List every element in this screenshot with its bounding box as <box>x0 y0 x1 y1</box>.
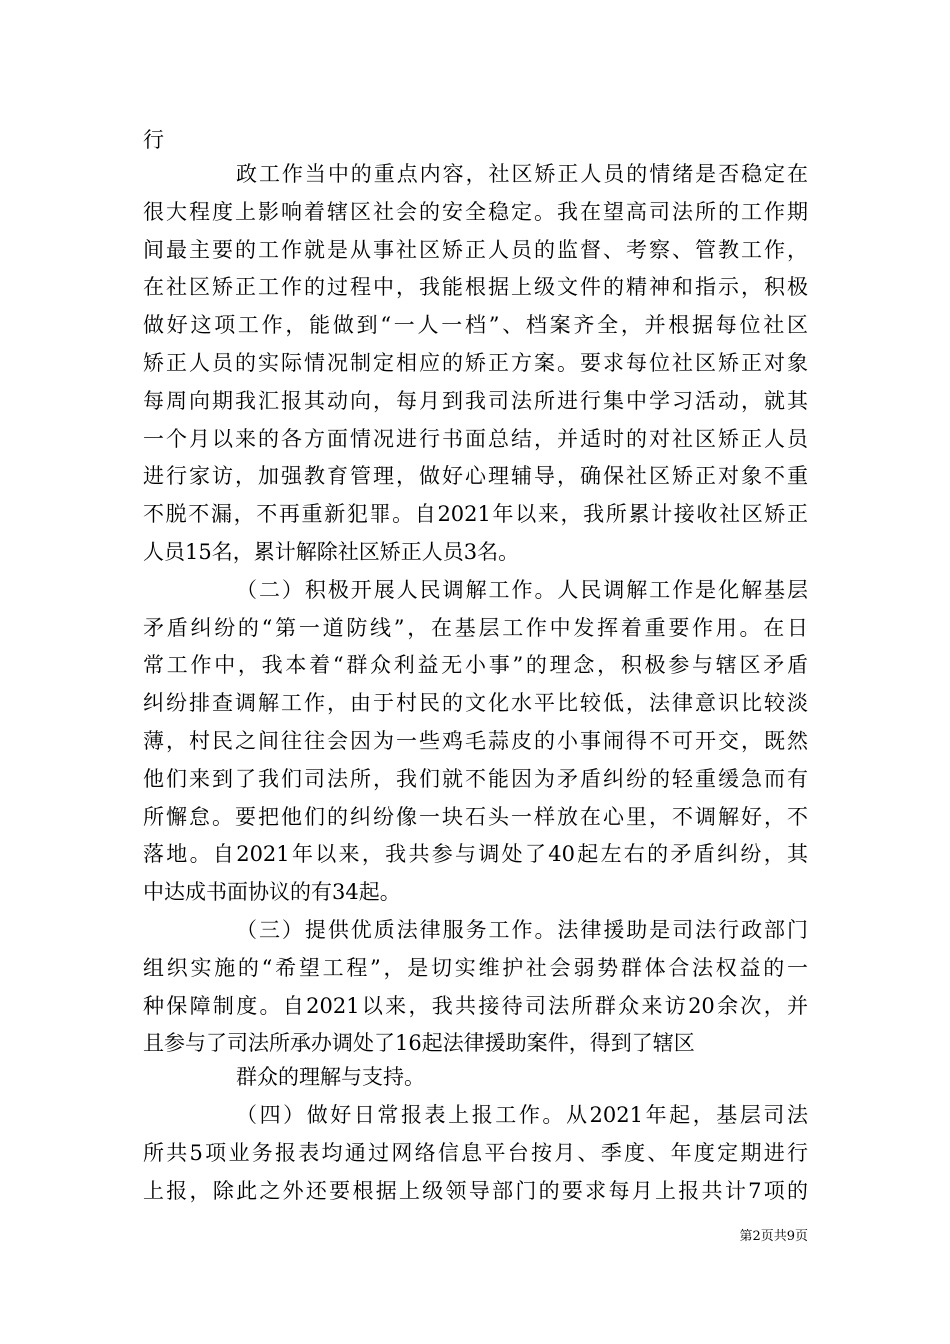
text-line: 进行家访，加强教育管理，做好心理辅导，确保社区矫正对象不重 <box>143 464 808 488</box>
section-heading-line: （四）做好日常报表上报工作。从2021年起，基层司法 <box>236 1103 808 1127</box>
text-line: 纠纷排查调解工作，由于村民的文化水平比较低，法律意识比较淡 <box>143 691 808 715</box>
text-line: 人员15名，累计解除社区矫正人员3名。 <box>143 540 520 564</box>
text-line: 矛盾纠纷的“第一道防线”，在基层工作中发挥着重要作用。在日 <box>143 616 808 640</box>
text-line: 行 <box>143 128 164 152</box>
text-line: 种保障制度。自2021以来，我共接待司法所群众来访20余次，并 <box>143 994 808 1018</box>
text-line: 矫正人员的实际情况制定相应的矫正方案。要求每位社区矫正对象 <box>143 351 808 375</box>
text-line: 做好这项工作，能做到“一人一档”、档案齐全，并根据每位社区 <box>143 313 808 337</box>
text-line: 且参与了司法所承办调处了16起法律援助案件，得到了辖区 <box>143 1031 695 1055</box>
text-line: 落地。自2021年以来，我共参与调处了40起左右的矛盾纠纷，其 <box>143 842 808 866</box>
page-number: 第2页共9页 <box>739 1229 808 1244</box>
text-line: 所懈怠。要把他们的纠纷像一块石头一样放在心里，不调解好，不 <box>143 805 808 829</box>
text-line: 在社区矫正工作的过程中，我能根据上级文件的精神和指示，积极 <box>143 275 808 299</box>
text-line: 每周向期我汇报其动向，每月到我司法所进行集中学习活动，就其 <box>143 389 808 413</box>
text-line: 政工作当中的重点内容，社区矫正人员的情绪是否稳定在 <box>236 162 808 186</box>
text-line: 中达成书面协议的有34起。 <box>143 880 401 904</box>
text-line: 薄，村民之间往往会因为一些鸡毛蒜皮的小事闹得不可开交，既然 <box>143 729 808 753</box>
text-line: 群众的理解与支持。 <box>236 1065 425 1089</box>
text-line: 不脱不漏，不再重新犯罪。自2021年以来，我所累计接收社区矫正 <box>143 502 808 526</box>
text-line: 常工作中，我本着“群众利益无小事”的理念，积极参与辖区矛盾 <box>143 653 808 677</box>
text-line: 很大程度上影响着辖区社会的安全稳定。我在望高司法所的工作期 <box>143 200 808 224</box>
section-heading-line: （三）提供优质法律服务工作。法律援助是司法行政部门 <box>236 918 808 942</box>
text-line: 组织实施的“希望工程”，是切实维护社会弱势群体合法权益的一 <box>143 956 808 980</box>
text-line: 一个月以来的各方面情况进行书面总结，并适时的对社区矫正人员 <box>143 427 808 451</box>
section-heading-line: （二）积极开展人民调解工作。人民调解工作是化解基层 <box>236 578 808 602</box>
text-line: 间最主要的工作就是从事社区矫正人员的监督、考察、管教工作， <box>143 238 808 262</box>
text-line: 他们来到了我们司法所，我们就不能因为矛盾纠纷的轻重缓急而有 <box>143 767 808 791</box>
text-line: 所共5项业务报表均通过网络信息平台按月、季度、年度定期进行 <box>143 1141 808 1165</box>
text-line: 上报，除此之外还要根据上级领导部门的要求每月上报共计7项的 <box>143 1179 808 1203</box>
